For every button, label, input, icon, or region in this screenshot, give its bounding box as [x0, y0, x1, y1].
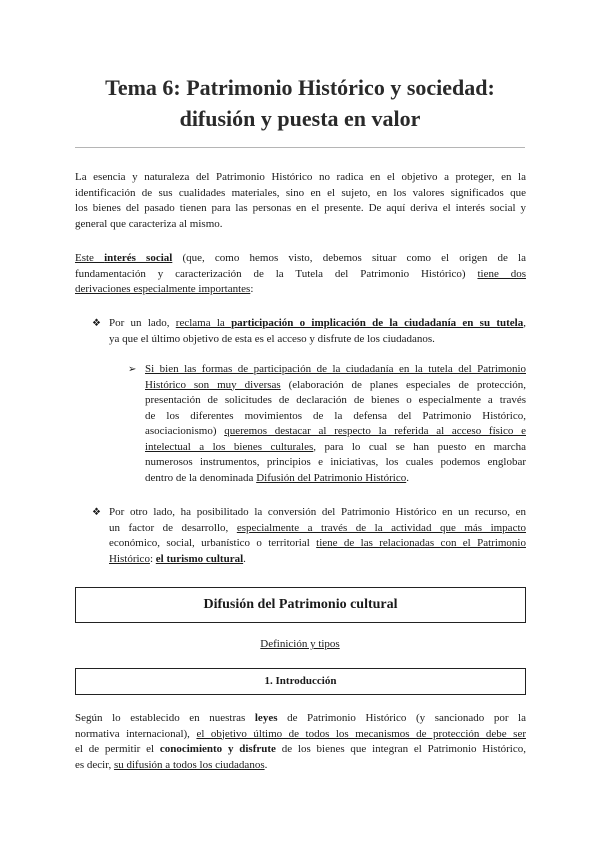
intro-line: general que caracteriza al mismo. [75, 217, 223, 230]
sub-bullet-line-5 [145, 424, 526, 440]
bullet-1-line-2: ya que el último objetivo de esta es el acceso y disfrute de los ciudadanos. [109, 332, 435, 345]
sub-bullet-line-8 [145, 471, 526, 487]
interes-line-1 [75, 251, 526, 267]
final-line-2 [75, 727, 526, 743]
text-run: Histórico son muy diversas [145, 378, 281, 391]
text-run: . [264, 758, 268, 771]
bullet-1-line-1 [109, 316, 526, 332]
text-run: . [243, 552, 246, 565]
diamond-bullet-icon: ❖ [92, 318, 101, 329]
subheading: Definición y tipos [260, 638, 340, 650]
text-run: tiene dos [477, 267, 526, 280]
text-run: intelectual a los bienes culturales [145, 440, 314, 453]
text-run: Este [75, 252, 105, 264]
page-title [60, 72, 540, 134]
text-run: : [149, 552, 156, 565]
text-run: el objetivo último de todos los mecanismos de protección debe ser [196, 727, 526, 740]
participacion-term: participación o implicación de la ciudadanía en su tutela [231, 317, 524, 329]
bullet-1-text [109, 316, 526, 347]
text-run: normativa internacional), [75, 727, 197, 740]
final-paragraph [75, 711, 526, 773]
text-run: tiene de las relacionadas con el Patrimonio [316, 537, 526, 549]
text-run: Histórico [109, 552, 150, 565]
text-run: un factor de desarrollo, [109, 521, 237, 534]
intro-heading-box: 1. Introducción [75, 668, 526, 695]
bullet-2-line-3 [109, 536, 526, 552]
text-run: de los bienes que integran el Patrimonio Histórico, [275, 743, 526, 755]
interes-line-3 [75, 282, 526, 298]
title-divider [75, 147, 525, 148]
text-run: dentro de la denominada [145, 471, 257, 484]
final-line-1 [75, 711, 526, 727]
text-run: especialmente a través de la actividad que más impacto [236, 521, 527, 534]
text-run: Según lo establecido en nuestras [75, 712, 255, 724]
sub-bullet-line-2 [145, 378, 526, 394]
text-run: (elaboración de planes especiales de protección, [280, 378, 526, 391]
final-line-4 [75, 758, 526, 774]
bullet-2-text [109, 505, 526, 567]
sub-bullet-line-7: numerosos instrumentos, principios e iniciativas, los cuales podemos englobar [145, 456, 526, 468]
final-line-3 [75, 742, 526, 758]
intro-line: identificación de sus cualidades materiales, sino en el sujeto, en los valores significados que [75, 186, 526, 199]
conocimiento-term: conocimiento y disfrute [159, 743, 276, 755]
intro-paragraph [75, 170, 526, 232]
sub-bullet-line-3: presentación de solicitudes de declaración de bienes o especialmente a través [145, 394, 526, 406]
text-run: reclama la [175, 317, 232, 329]
diamond-bullet-icon: ❖ [92, 507, 101, 518]
text-run: (que, como hemos visto, debemos situar como el origen de la [172, 252, 526, 264]
text-run: . [406, 471, 409, 484]
text-run: es decir, [75, 758, 114, 771]
text-run: : [250, 283, 254, 295]
sub-bullet-line-1 [145, 362, 526, 378]
interes-line-2 [75, 267, 526, 283]
leyes-term: leyes [254, 712, 278, 724]
text-run: , para lo cual se han puesto en marcha [313, 440, 526, 453]
text-run: Si bien las formas de participación de la ciudadanía en la tutela del Patrimonio [145, 363, 526, 375]
intro-line: La esencia y naturaleza del Patrimonio Histórico no radica en el objetivo a proteger, en la [75, 171, 526, 183]
section-heading-box: Difusión del Patrimonio cultural [75, 587, 526, 623]
text-run: , [523, 317, 526, 329]
sub-bullet-text [145, 362, 526, 486]
intro-line: los bienes del pasado tienen para las personas en el presente. De aquí deriva el interés social y [75, 202, 526, 214]
turismo-cultural-term: el turismo cultural [155, 552, 244, 565]
bullet-2-line-1: Por otro lado, ha posibilitado la conversión del Patrimonio Histórico en un recurso, en [109, 506, 526, 518]
text-run: queremos destacar al respecto la referida al acceso físico e [224, 425, 526, 437]
title-line-2: difusión y puesta en valor [179, 106, 421, 131]
arrow-bullet-icon: ➢ [128, 364, 137, 375]
text-run: Por un lado, [109, 317, 176, 329]
interes-paragraph [75, 251, 526, 298]
bullet-2-line-2 [109, 521, 526, 537]
text-run: de Patrimonio Histórico (y sancionado por la [277, 712, 526, 724]
bullet-2-line-4 [109, 552, 526, 568]
text-run: derivaciones especialmente importantes [75, 283, 251, 295]
text-run: su difusión a todos los ciudadanos [113, 758, 265, 771]
sub-bullet-line-6 [145, 440, 526, 456]
text-run: el de permitir el [75, 743, 160, 755]
text-run: asociacionismo) [145, 425, 225, 437]
text-run: Difusión del Patrimonio Histórico [256, 471, 407, 484]
title-line-1: Tema 6: Patrimonio Histórico y sociedad: [105, 75, 495, 100]
text-run: económico, social, urbanístico o territorial [109, 537, 317, 549]
interes-social-term: interés social [104, 252, 173, 264]
sub-bullet-line-4: de los diferentes movimientos de la defensa del Patrimonio Histórico, [145, 409, 526, 422]
text-run: fundamentación y caracterización de la Tutela del Patrimonio Histórico) [75, 267, 478, 280]
